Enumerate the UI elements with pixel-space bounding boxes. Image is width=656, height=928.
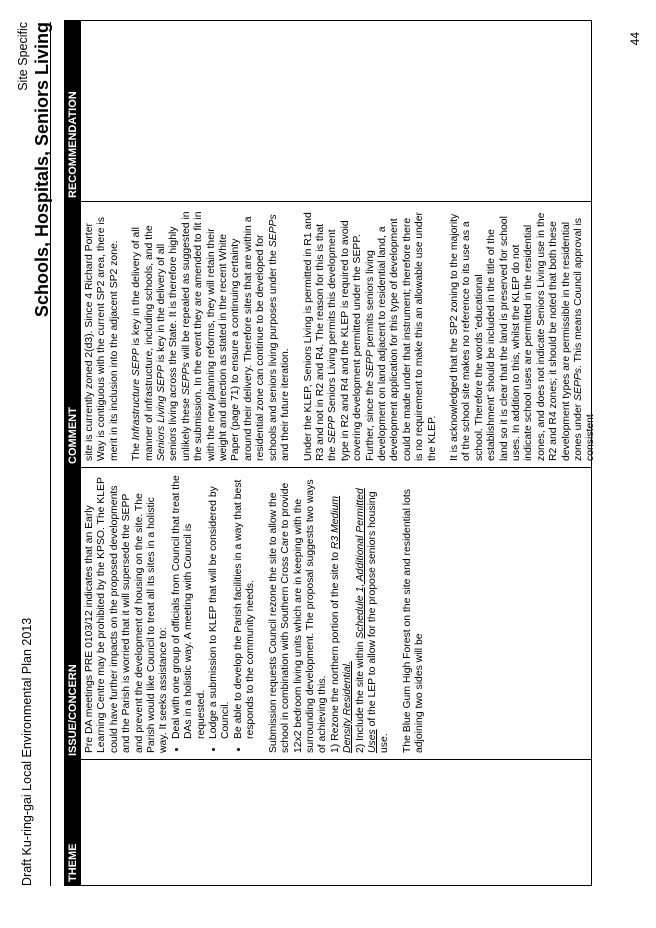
comment-text: Infrastructure SEPP bbox=[131, 348, 143, 441]
comment-text: will be repealed as suggested in the submission. In the event they are amended to fit in with the new planning reforms, they will retain their weight and direction as stated in the recent White Paper (page 71) to ensure a continuing certainty around their delivery. Therefore sites that are within a residential zone can continue to be developed for schools and seniors living purposes under the bbox=[180, 211, 279, 461]
issue-text: 1) Rezone the northern portion of the site to bbox=[329, 549, 341, 753]
comment-header: COMMENT bbox=[65, 202, 81, 467]
comment-paragraph: site is currently zoned 2(d3). Since 4 Richard Porter Way is contiguous with the current SP2 area, there is merit in its inclusion into the adjacent SP2 zone. bbox=[84, 217, 120, 461]
issue-text: R3 Medium Density Residential. bbox=[329, 495, 354, 753]
issue-paragraph: Submission requests Council rezone the site to allow the school in combination with Southern Cross Care to provide 12x2 bedroom living units which are in keeping with the surrounding development. The proposal suggests two ways of achieving this. bbox=[267, 479, 329, 753]
issue-bullet-list bbox=[171, 474, 258, 753]
comment-text: The bbox=[131, 440, 143, 461]
comment-text: Under the KLEP, Seniors Living is permitted in R1 and R3 and not in R2 and R4. The reason for this is that the bbox=[302, 212, 339, 461]
issue-text: of the LEP to allow for the propose seniors housing use. bbox=[366, 491, 391, 753]
comment-text: It is acknowledged that the SP2 zoning to the majority of the school site makes no reference to its use as a school. Therefore the words 'educational establishment' should be included in the title of the land so it is clear that the land is preserved for school uses. In addition to this, whilst the KLEP do not indicate school uses are permitted in the residential zones, and does not indicate Seniors Living use in the R2 and R4 zones; it should be noted that both these development types are permissible in the residential zones under bbox=[448, 212, 585, 461]
theme-header: THEME bbox=[65, 760, 81, 885]
section-heading: Schools, Hospitals, Seniors Living bbox=[32, 22, 52, 318]
comment-text: Seniors Living permits this development type in R2 and R4 and the KLEP is required to avoid covering development permitted under the SEPP. Further, since the bbox=[327, 220, 376, 461]
comment-text: permits seniors living development on land adjacent to residential land, a development application for this type of development could be made under that instrument; therefore there is no requirement to make this an allowable use under the KLEP. bbox=[364, 212, 438, 461]
comment-text: and their future iteration. bbox=[280, 348, 292, 461]
issue-option-2 bbox=[355, 474, 392, 753]
comment-column bbox=[65, 201, 597, 467]
recommendation-column bbox=[65, 21, 591, 201]
comment-text: . This means Council approval is consistent bbox=[573, 218, 597, 461]
recommendation-header: RECOMMENDATION bbox=[65, 21, 81, 201]
page-number: 44 bbox=[628, 32, 642, 46]
comment-paragraph bbox=[131, 208, 292, 461]
theme-column bbox=[65, 759, 591, 885]
header-rule bbox=[50, 22, 51, 886]
comment-text: SEPPs bbox=[573, 368, 585, 401]
issue-text: 2) Include the site within bbox=[354, 638, 366, 753]
comment-cell bbox=[81, 202, 598, 467]
issue-bullet: • Be able to develop the Parish facilities in a way that best responds to the community needs. bbox=[233, 474, 258, 739]
comment-paragraph bbox=[449, 208, 598, 461]
comment-text: is key in the delivery of all seniors living across the State. It is therefore highly unlikely these bbox=[156, 226, 192, 461]
comment-paragraph bbox=[303, 208, 439, 461]
issue-header: ISSUE/CONCERN bbox=[65, 468, 81, 759]
comment-text: SEPP bbox=[327, 415, 339, 444]
issue-paragraph: Pre DA meetings PRE 0103/12 indicates that an Early Learning Centre may be prohibited by the KPSO. The KLEP could have further impacts on the proposed developments and the Parish is worried that it will supersede the SEPP and prevent the development of housing on the site. The Parish would like Council to treat all its sites in a holistic way. It seeks assistance to: bbox=[84, 477, 170, 753]
section-label: Site Specific bbox=[16, 22, 30, 91]
submissions-table bbox=[64, 20, 597, 886]
comment-text: SEPP bbox=[364, 350, 376, 378]
issue-bullet: • Deal with one group of officials from Council that treat the DAs in a holistic way. A meeting with Council is requested. bbox=[171, 474, 208, 739]
issue-bullet: • Lodge a submission to KLEP that will be considered by Council. bbox=[208, 474, 233, 739]
issue-paragraph: The Blue Gum High Forest on the site and residential lots adjoining two sides will be bbox=[401, 489, 426, 753]
comment-text: is key in the delivery of all manner of infrastructure, including schools, and the bbox=[131, 225, 155, 461]
issue-option-1 bbox=[330, 474, 355, 753]
document-title: Draft Ku-ring-gai Local Environmental Plan 2013 bbox=[20, 617, 34, 886]
comment-text: SEPPs bbox=[267, 214, 279, 248]
issue-column bbox=[65, 467, 591, 759]
issue-cell bbox=[81, 468, 427, 759]
comment-text: Seniors Living SEPP bbox=[156, 365, 168, 461]
issue-text: Schedule 1, Additional Permitted Uses bbox=[354, 488, 378, 753]
comment-text: SEPPs bbox=[180, 362, 192, 396]
